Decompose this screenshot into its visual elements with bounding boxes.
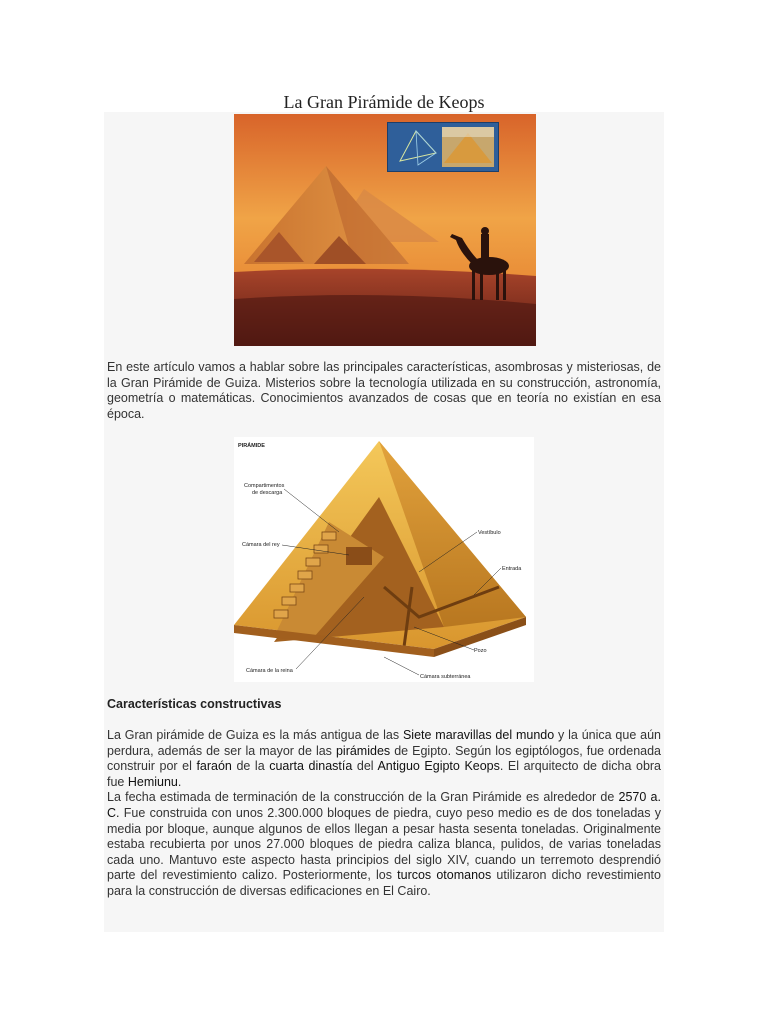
text-run: utilizaron dicho revestimiento para la construcción de diversas edificaciones en El Cairo. [107, 868, 661, 898]
section-paragraph [107, 728, 661, 900]
text-run: La fecha estimada de terminación de la construcción de la Gran Pirámide es alrededor de [107, 790, 619, 805]
text-run: . El arquitecto de dicha obra fue [107, 759, 662, 789]
pyramid-diagram [234, 437, 534, 682]
link-keops[interactable]: Keops [464, 759, 500, 774]
section-heading: Características constructivas [107, 697, 282, 711]
label-camara-subterranea: Cámara subterránea [420, 674, 471, 680]
label-camara-rey: Cámara del rey [242, 542, 280, 548]
thumbnail-inset [387, 122, 499, 172]
link-antiguo-egipto[interactable]: Antiguo Egipto [377, 759, 460, 774]
link-piramides[interactable]: pirámides [335, 743, 391, 758]
link-siete-maravillas[interactable]: Siete maravillas del mundo [402, 728, 555, 742]
label-camara-reina: Cámara de la reina [246, 668, 293, 674]
text-run: del [352, 759, 378, 774]
intro-paragraph: En este artículo vamos a hablar sobre las principales características, asombrosas y misteriosas, de la Gran Pirámide de Guiza. Misterios sobre la tecnología utilizada en su construcción, astronomía, geometría o matemáticas. Conocimientos avanzados de cosas que en teoría no existían en esa época. [107, 360, 661, 421]
link-hemiunu[interactable]: Hemiunu [127, 774, 178, 789]
link-cuarta-dinastia[interactable]: cuarta dinastía [269, 759, 353, 774]
text-run: Fue construida con unos 2.300.000 bloques de piedra, cuyo peso medio es de dos toneladas y media por bloque, aunque algunos de ellos llegan a pesar hasta sesenta toneladas. Originalmente estaba recubierta por unos 27.000 bloques de piedra caliza blanca, pulidos, de varias toneladas cada uno. Mantuvo este aspecto hasta principios del siglo XIV, cuando un terremoto desprendió parte del revestimiento calizo. Posteriormente, los [107, 805, 661, 883]
link-2570[interactable]: 2570 a. C. [107, 790, 661, 820]
label-vestibulo: Vestíbulo [478, 530, 501, 536]
label-pozo: Pozo [474, 648, 487, 654]
diagram-title: PIRÁMIDE [238, 443, 265, 449]
text-run: de la [231, 759, 270, 774]
label-compartimentos-2: de descarga [252, 490, 283, 496]
text-run: La Gran pirámide de Guiza es la más antigua de las [107, 728, 403, 742]
text-run: y la única que aún perdura, además de ser la mayor de las [107, 728, 661, 758]
link-faraon[interactable]: faraón [196, 759, 232, 774]
label-entrada: Entrada [502, 566, 522, 572]
pyramids-photo [234, 114, 536, 346]
label-compartimentos-1: Compartimentos [244, 483, 285, 489]
link-turcos-otomanos[interactable]: turcos otomanos [397, 868, 492, 883]
text-run: . [177, 774, 182, 789]
page-title: La Gran Pirámide de Keops [283, 92, 485, 112]
text-run: de Egipto. Según los egiptólogos, fue ordenada construir por el [107, 743, 662, 774]
